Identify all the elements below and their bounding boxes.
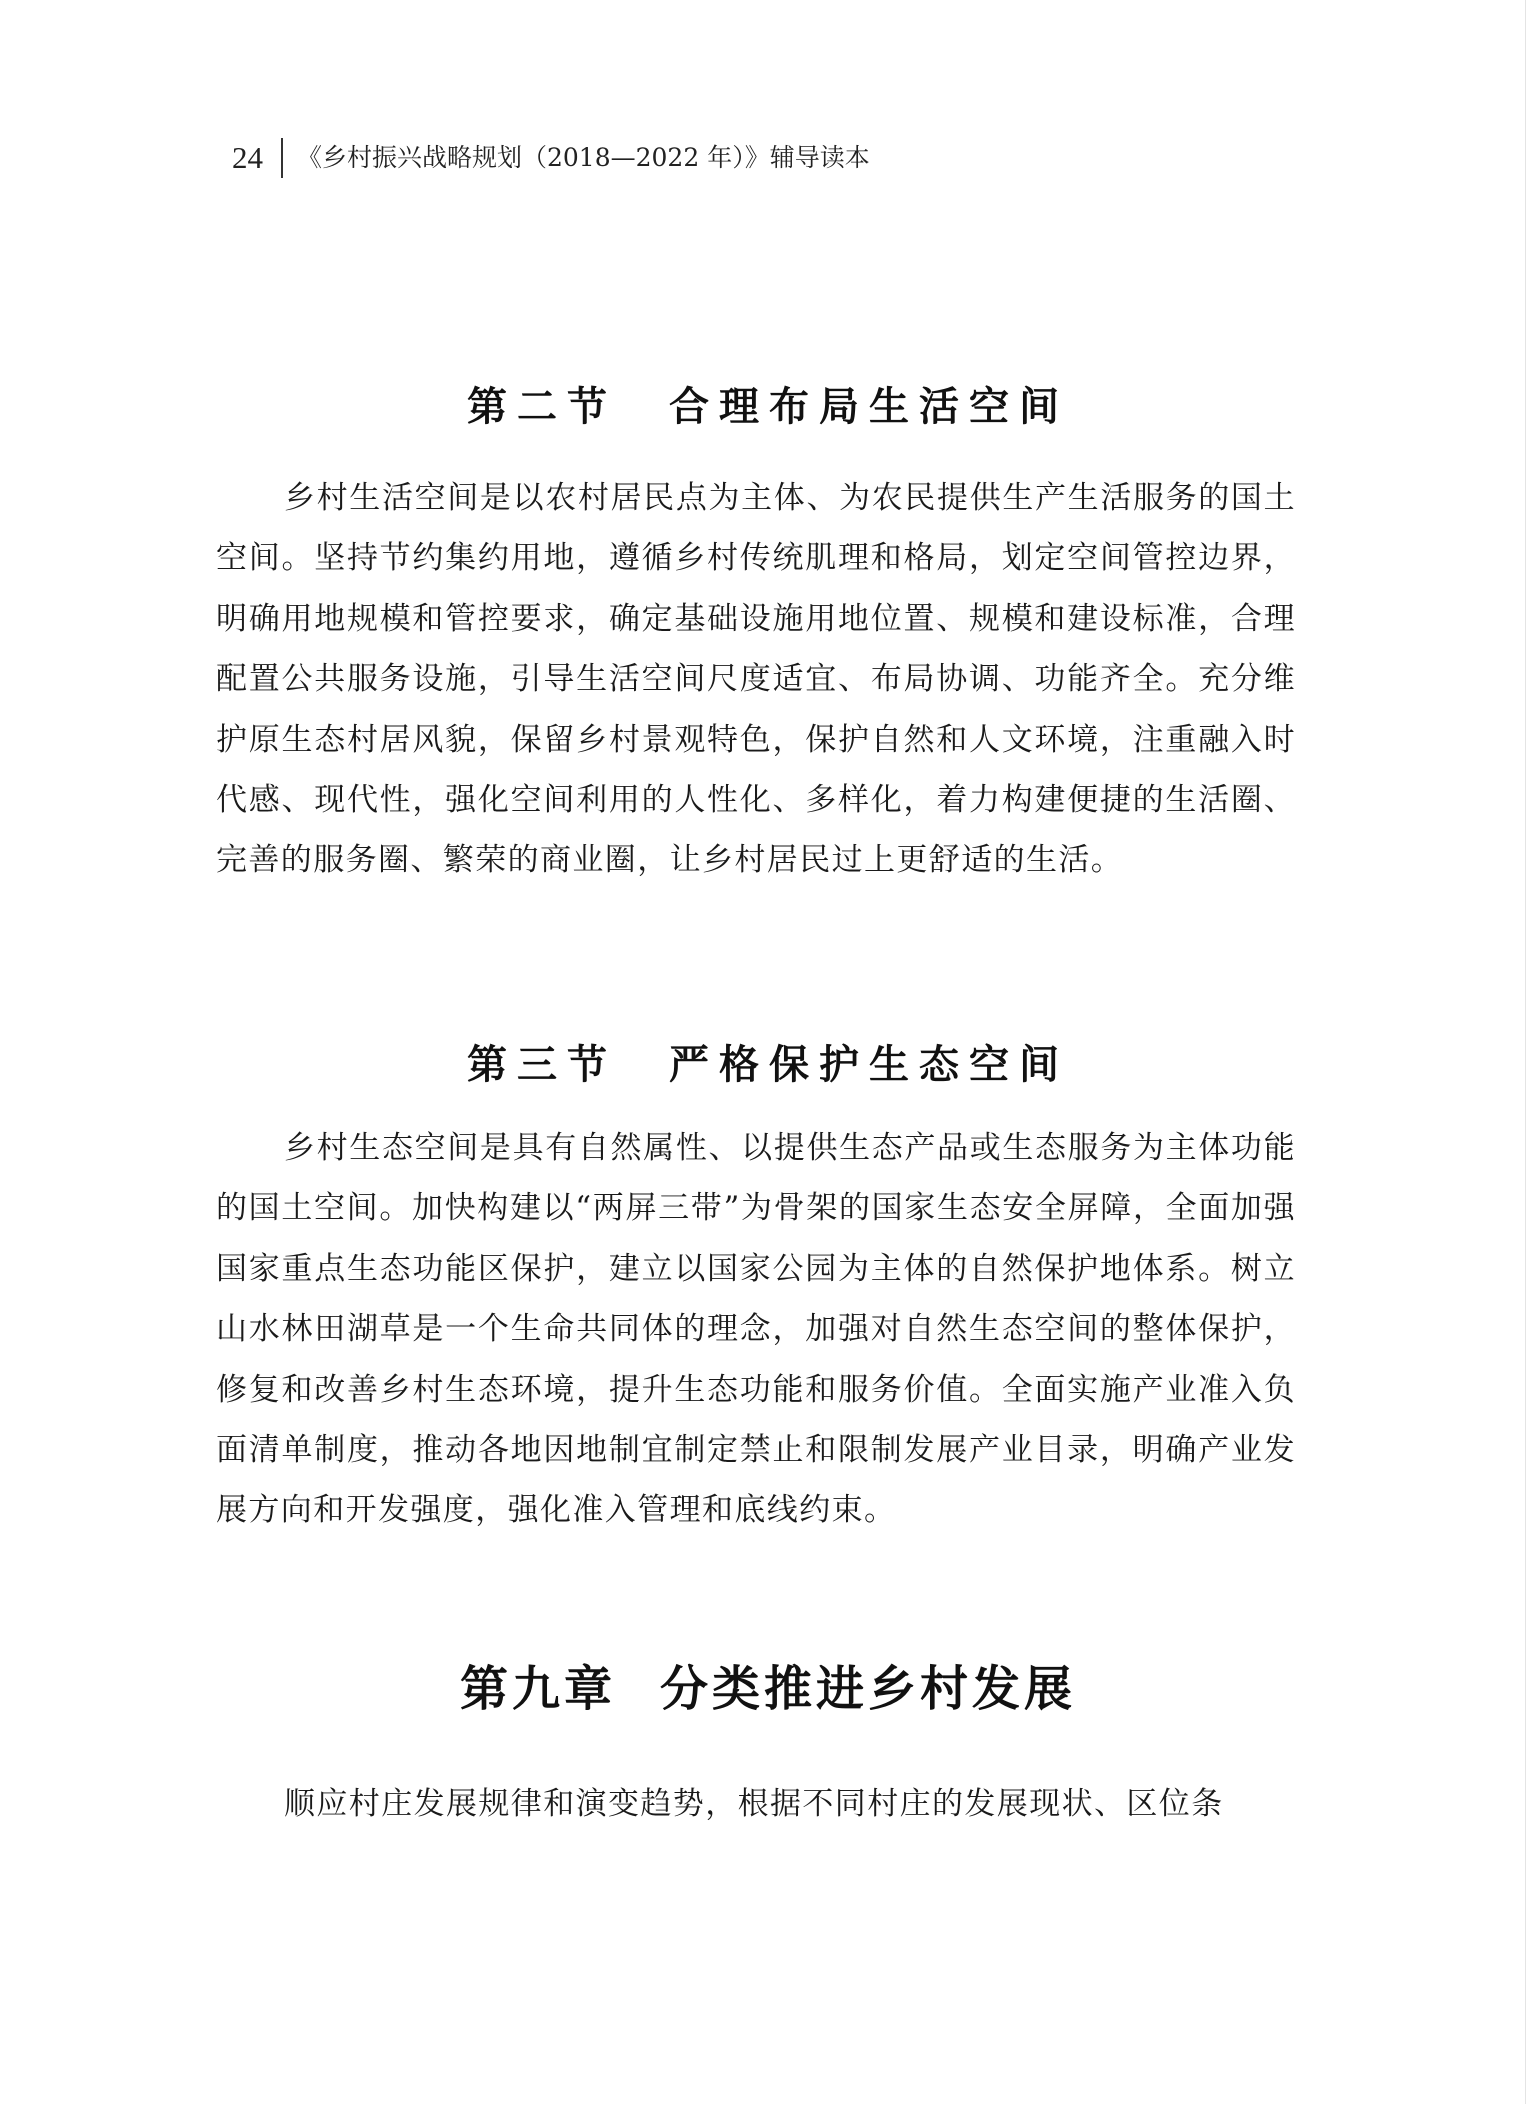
section-2-heading [0,375,1536,432]
section-2-paragraph: 乡村生活空间是以农村居民点为主体、为农民提供生产生活服务的国土空间。坚持节约集约用地，遵循乡村传统肌理和格局，划定空间管控边界，明确用地规模和管控要求，确定基础设施用地位置、规模和建设标准，合理配置公共服务设施，引导生活空间尺度适宜、布局协调、功能齐全。充分维护原生态村居风貌，保留乡村景观特色，保护自然和人文环境，注重融入时代感、现代性，强化空间利用的人性化、多样化，着力构建便捷的生活圈、完善的服务圈、繁荣的商业圈，让乡村居民过上更舒适的生活。 [216,480,1296,879]
page-number: 24 [232,140,263,175]
section-3-title: 严格保护生态空间 [669,1042,1069,1089]
chapter-9-paragraph: 顺应村庄发展规律和演变趋势，根据不同村庄的发展现状、区位条 [284,1786,1224,1822]
running-header [232,136,870,180]
chapter-9-title: 分类推进乡村发展 [660,1661,1077,1718]
header-divider [281,138,283,178]
section-3-heading [0,1033,1536,1090]
section-3-number: 第三节 [467,1042,617,1089]
section-2-number: 第二节 [467,384,617,431]
section-2-title: 合理布局生活空间 [669,384,1069,431]
chapter-9-number: 第九章 [459,1661,616,1718]
book-title: 《乡村振兴战略规划（2018—2022 年）》辅导读本 [297,143,870,172]
section-3-paragraph: 乡村生态空间是具有自然属性、以提供生态产品或生态服务为主体功能的国土空间。加快构建以“两屏三带”为骨架的国家生态安全屏障，全面加强国家重点生态功能区保护，建立以国家公园为主体的自然保护地体系。树立山水林田湖草是一个生命共同体的理念，加强对自然生态空间的整体保护，修复和改善乡村生态环境，提升生态功能和服务价值。全面实施产业准入负面清单制度，推动各地因地制宜制定禁止和限制发展产业目录，明确产业发展方向和开发强度，强化准入管理和底线约束。 [216,1130,1296,1529]
chapter-9-heading [0,1650,1536,1719]
